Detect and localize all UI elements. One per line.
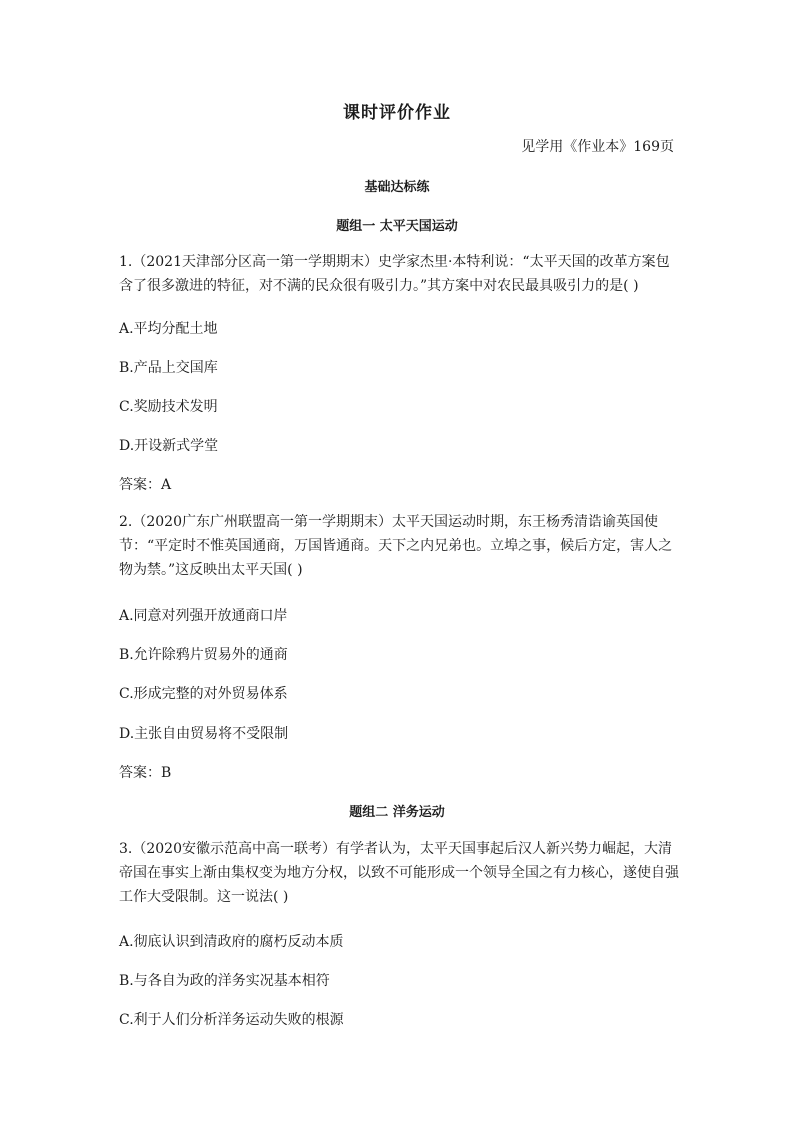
question-1-stem: 1.（2021天津部分区高一第一学期期末）史学家杰里·本特利说：“太平天国的改革方案包含了很多激进的特征，对不满的民众很有吸引力。”其方案中对农民最具吸引力的是( ) [119,254,670,294]
question-3-option-c: C.利于人们分析洋务运动失败的根源 [119,1012,344,1028]
question-2-option-b: B.允许除鸦片贸易外的通商 [119,647,288,663]
question-2-stem: 2.（2020广东广州联盟高一第一学期期末）太平天国运动时期，东王杨秀清诰谕英国使节：“平定时不惟英国通商，万国皆通商。天下之内兄弟也。立埠之事，候后方定，害人之物为禁。”这反映出太平天国( ) [119,514,673,578]
question-2-answer: 答案：B [119,765,172,781]
group-heading-2: 题组二 洋务运动 [349,805,445,820]
question-2-option-d: D.主张自由贸易将不受限制 [119,726,289,742]
question-1-option-c: C.奖励技术发明 [119,399,218,415]
question-1-option-d: D.开设新式学堂 [119,438,219,454]
page-title: 课时评价作业 [343,103,451,123]
question-1-answer: 答案：A [119,477,172,493]
question-1-option-a: A.平均分配土地 [119,321,218,337]
question-2-option-c: C.形成完整的对外贸易体系 [119,686,288,702]
question-3-option-b: B.与各自为政的洋务实况基本相符 [119,973,330,989]
group-heading-1: 题组一 太平天国运动 [336,219,458,234]
question-2-option-a: A.同意对列强开放通商口岸 [119,608,288,624]
question-1-option-b: B.产品上交国库 [119,360,218,376]
workbook-reference: 见学用《作业本》169页 [521,139,674,155]
section-heading: 基础达标练 [364,180,430,195]
question-3-stem: 3.（2020安徽示范高中高一联考）有学者认为，太平天国事起后汉人新兴势力崛起，大清帝国在事实上渐由集权变为地方分权，以致不可能形成一个领导全国之有力核心，遂使自强工作大受限制。这一说法( ) [119,841,679,905]
question-3-option-a: A.彻底认识到清政府的腐朽反动本质 [119,934,344,950]
